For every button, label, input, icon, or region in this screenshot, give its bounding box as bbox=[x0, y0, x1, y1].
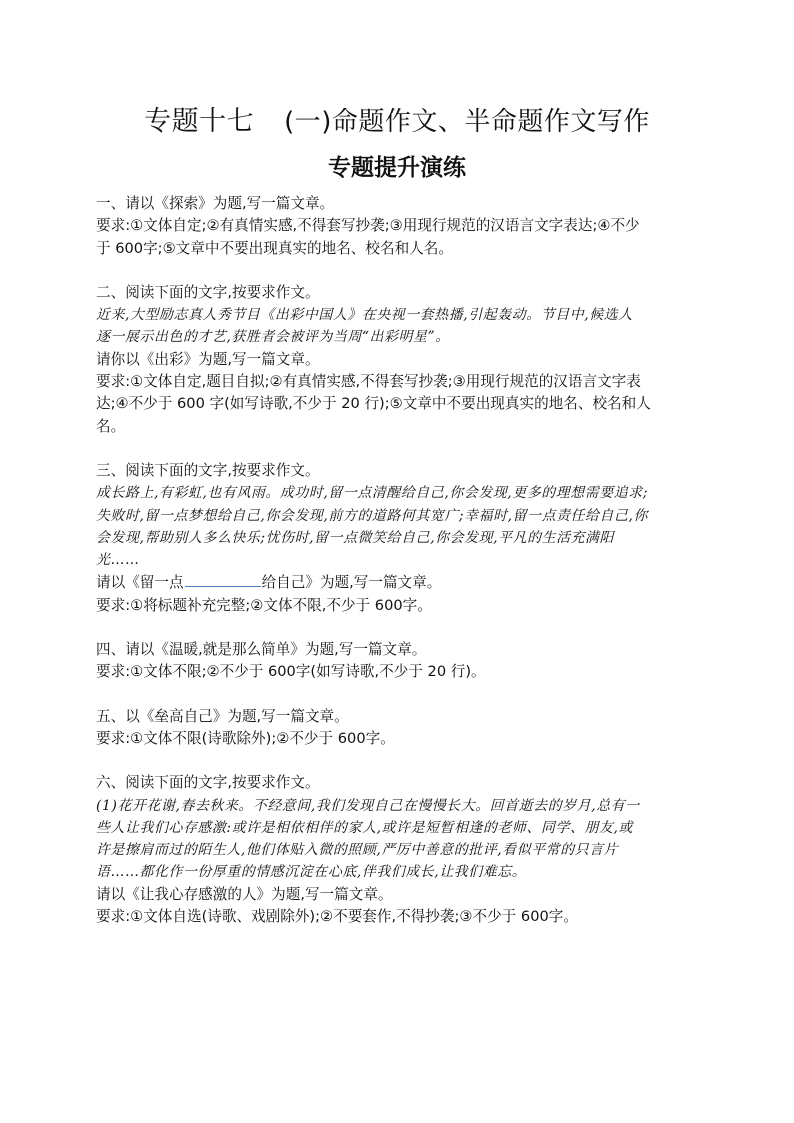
section-2-requirement-line: 达;④不少于 600 字(如写诗歌,不少于 20 行);⑤文章中不要出现真实的地名、校名和人 bbox=[96, 395, 651, 413]
section-1-requirement-line: 于 600字;⑤文章中不要出现真实的地名、校名和人名。 bbox=[96, 239, 453, 257]
section-2-material-line: 近来,大型励志真人秀节目《出彩中国人》在央视一套热播,引起轰动。节目中,候选人 bbox=[96, 307, 633, 324]
section-2-prompt: 二、阅读下面的文字,按要求作文。 bbox=[96, 283, 320, 301]
section-3-task-suffix: 给自己》为题,写一篇文章。 bbox=[261, 574, 442, 592]
section-5-prompt: 五、以《垒高自己》为题,写一篇文章。 bbox=[96, 707, 349, 725]
section-4 bbox=[96, 639, 698, 684]
title-sub: (一)命题作文、半命题作文写作 bbox=[284, 107, 650, 137]
section-3-task-prefix: 请以《留一点 bbox=[96, 574, 184, 592]
section-6 bbox=[96, 772, 698, 928]
content-body bbox=[96, 193, 698, 950]
section-4-prompt: 四、请以《温暖,就是那么简单》为题,写一篇文章。 bbox=[96, 641, 427, 659]
section-1 bbox=[96, 193, 698, 260]
section-3-requirement-line: 要求:①将标题补充完整;②文体不限,不少于 600字。 bbox=[96, 596, 432, 614]
section-2-requirement-line: 名。 bbox=[96, 417, 126, 435]
section-1-prompt: 一、请以《探索》为题,写一篇文章。 bbox=[96, 195, 335, 212]
section-2 bbox=[96, 282, 698, 438]
title-main: 专题十七 bbox=[144, 106, 255, 137]
section-2-requirement-line: 要求:①文体自定,题目自拟;②有真情实感,不得套写抄袭;③用现行规范的汉语言文字表 bbox=[96, 373, 641, 391]
section-3-material-line: 成长路上,有彩虹,也有风雨。成功时,留一点清醒给自己,你会发现,更多的理想需要追求; bbox=[96, 485, 649, 502]
section-6-prompt: 六、阅读下面的文字,按要求作文。 bbox=[96, 774, 320, 792]
section-3-prompt: 三、阅读下面的文字,按要求作文。 bbox=[96, 461, 320, 479]
section-3-material-line: 光…… bbox=[96, 552, 140, 569]
section-6-task: 请以《让我心存感激的人》为题,写一篇文章。 bbox=[96, 885, 393, 903]
section-3-material-line: 会发现,帮助别人多么快乐;忧伤时,留一点微笑给自己,你会发现,平凡的生活充满阳 bbox=[96, 529, 615, 546]
section-6-material-line: 些人让我们心存感激:或许是相依相伴的家人,或许是短暂相逢的老师、同学、朋友,或 bbox=[96, 819, 633, 836]
section-3-material-line: 失败时,留一点梦想给自己,你会发现,前方的道路何其宽广;幸福时,留一点责任给自己,你 bbox=[96, 507, 649, 524]
page-title bbox=[0, 104, 794, 140]
section-1-requirement-line: 要求:①文体自定;②有真情实感,不得套写抄袭;③用现行规范的汉语言文字表达;④不少 bbox=[96, 217, 640, 235]
section-6-requirement-line: 要求:①文体自选(诗歌、戏剧除外);②不要套作,不得抄袭;③不少于 600字。 bbox=[96, 908, 578, 926]
page-subtitle: 专题提升演练 bbox=[328, 155, 466, 181]
section-2-task: 请你以《出彩》为题,写一篇文章。 bbox=[96, 350, 320, 368]
title-fill-blank bbox=[185, 571, 261, 587]
section-5 bbox=[96, 706, 698, 751]
section-6-material-line: 语……都化作一份厚重的情感沉淀在心底,伴我们成长,让我们难忘。 bbox=[96, 864, 527, 881]
section-3 bbox=[96, 460, 698, 617]
section-6-material-line: 许是擦肩而过的陌生人,他们体贴入微的照顾,严厉中善意的批评,看似平常的只言片 bbox=[96, 842, 619, 859]
section-6-material-line: (1)花开花谢,春去秋来。不经意间,我们发现自己在慢慢长大。回首逝去的岁月,总有一 bbox=[96, 797, 640, 814]
section-4-requirement-line: 要求:①文体不限;②不少于 600字(如写诗歌,不少于 20 行)。 bbox=[96, 663, 486, 681]
section-3-task bbox=[96, 571, 698, 594]
section-2-material-line: 逐一展示出色的才艺,获胜者会被评为当周“出彩明星”。 bbox=[96, 329, 450, 346]
section-5-requirement-line: 要求:①文体不限(诗歌除外);②不少于 600字。 bbox=[96, 729, 395, 747]
